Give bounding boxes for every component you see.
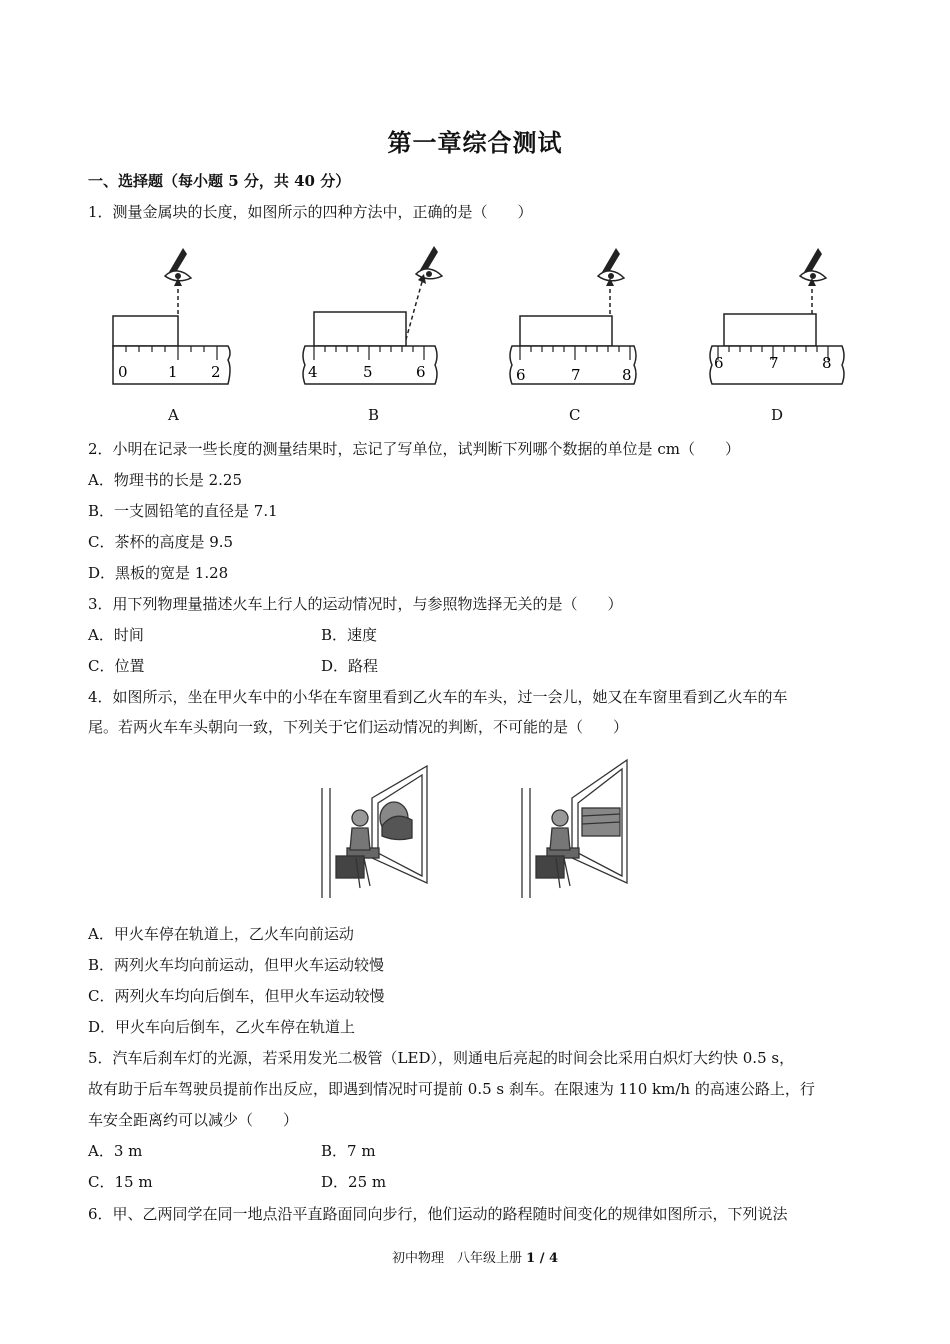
ruler-a (113, 248, 230, 384)
tick-label: 6 (516, 366, 526, 384)
question-2-option-c: C．茶杯的高度是 9.5 (88, 533, 234, 551)
page-footer (0, 1247, 950, 1266)
tick-label: 7 (571, 366, 581, 384)
eye-icon (598, 248, 624, 281)
question-5-option-d: D．25 m (321, 1173, 387, 1191)
page-title: 第一章综合测试 (387, 128, 563, 157)
question-5-stem-line1: 5．汽车后刹车灯的光源，若采用发光二极管（LED），则通电后亮起的时间会比采用白炽灯大约快 0.5 s， (88, 1049, 795, 1067)
question-5-option-c: C．15 m (88, 1173, 153, 1191)
question-4-option-d: D．甲火车向后倒车，乙火车停在轨道上 (88, 1018, 356, 1036)
question-2-option-d: D．黑板的宽是 1.28 (88, 564, 229, 582)
question-4-stem-line2: 尾。若两火车车头朝向一致，下列关于它们运动情况的判断，不可能的是（ ） (88, 718, 629, 736)
question-5-option-a: A．3 m (88, 1142, 143, 1160)
figure-label-d: D (771, 406, 784, 424)
ruler-measurement-figure (100, 238, 860, 398)
question-2-option-a: A．物理书的长是 2.25 (88, 471, 242, 489)
question-3-option-a: A．时间 (88, 626, 144, 644)
question-2-stem: 2．小明在记录一些长度的测量结果时，忘记了写单位，试判断下列哪个数据的单位是 cm（ ） (88, 440, 740, 458)
train-tail-scene (522, 760, 627, 898)
footer-text: 初中物理 八年级上册 (391, 1251, 522, 1266)
question-4-option-a: A．甲火车停在轨道上，乙火车向前运动 (88, 925, 354, 943)
tick-label: 8 (822, 354, 832, 372)
section-heading: 一、选择题（每小题 5 分，共 40 分） (88, 172, 351, 190)
tick-label: 8 (622, 366, 632, 384)
figure-label-a: A (168, 406, 179, 424)
question-5-stem-line2: 故有助于后车驾驶员提前作出反应，即遇到情况时可提前 0.5 s 刹车。在限速为 110 km/h 的高速公路上，行 (88, 1080, 815, 1098)
ruler-d (710, 248, 844, 384)
question-4-option-c: C．两列火车均向后倒车，但甲火车运动较慢 (88, 987, 385, 1005)
ruler-c (510, 248, 636, 384)
page-number: 1 / 4 (526, 1251, 559, 1266)
eye-icon (800, 248, 826, 281)
eye-icon (165, 248, 191, 281)
tick-label: 0 (118, 363, 128, 381)
train-head-scene (322, 766, 427, 898)
question-5-option-b: B．7 m (321, 1142, 376, 1160)
question-3-option-b: B．速度 (321, 626, 378, 644)
eye-icon (416, 246, 442, 279)
question-2-option-b: B．一支圆铅笔的直径是 7.1 (88, 502, 278, 520)
figure-label-b: B (368, 406, 380, 424)
question-3-stem: 3．用下列物理量描述火车上行人的运动情况时，与参照物选择无关的是（ ） (88, 595, 623, 613)
tick-label: 6 (416, 363, 426, 381)
ruler-b (303, 246, 442, 384)
tick-label: 1 (168, 363, 178, 381)
question-3-option-c: C．位置 (88, 657, 145, 675)
train-window-figure (312, 758, 642, 908)
figure-label-c: C (569, 406, 581, 424)
question-3-option-d: D．路程 (321, 657, 379, 675)
question-1-stem: 1．测量金属块的长度，如图所示的四种方法中，正确的是（ ） (88, 203, 533, 221)
tick-label: 7 (769, 354, 779, 372)
question-4-option-b: B．两列火车均向前运动，但甲火车运动较慢 (88, 956, 385, 974)
tick-label: 2 (211, 363, 221, 381)
question-4-stem-line1: 4．如图所示，坐在甲火车中的小华在车窗里看到乙火车的车头，过一会儿，她又在车窗里看到乙火车的车 (88, 688, 788, 706)
tick-label: 6 (714, 354, 724, 372)
tick-label: 5 (363, 363, 373, 381)
tick-label: 4 (308, 363, 318, 381)
question-5-stem-line3: 车安全距离约可以减少（ ） (88, 1111, 299, 1129)
question-6-stem-line1: 6．甲、乙两同学在同一地点沿平直路面同向步行，他们运动的路程随时间变化的规律如图所示，下列说法 (88, 1205, 788, 1223)
